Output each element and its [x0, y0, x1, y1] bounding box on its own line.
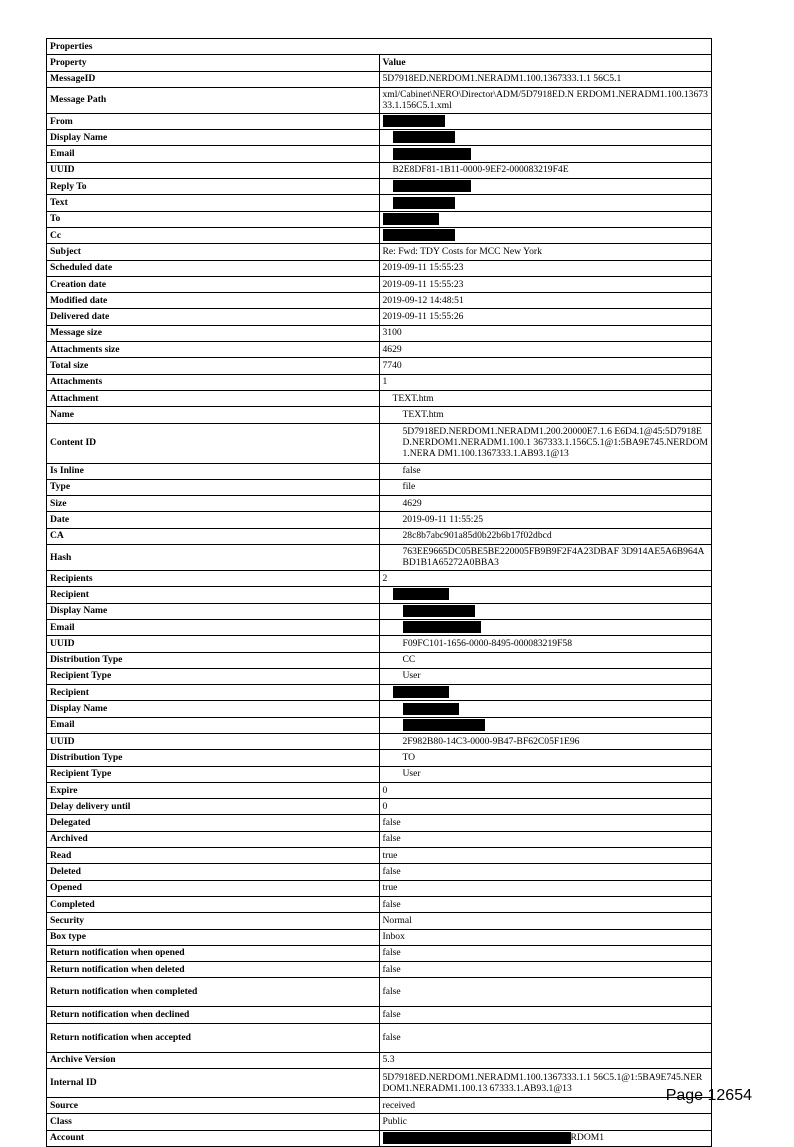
property-value: 0: [379, 782, 712, 798]
property-label: Security: [47, 913, 380, 929]
property-value: 2F982B80-14C3-0000-9B47-BF62C05F1E96: [379, 733, 712, 749]
property-label: Delegated: [47, 815, 380, 831]
property-value: 0: [379, 799, 712, 815]
table-row: [47, 636, 712, 652]
property-label: Cc: [47, 227, 380, 243]
property-label: Email: [47, 619, 380, 635]
property-label: Modified date: [47, 293, 380, 309]
property-value: [379, 587, 712, 603]
property-value: 5D7918ED.NERDOM1.NERADM1.200.20000E7.1.6 E6D4.1@45:5D7918ED.NERDOM1.NERADM1.100.1 367333.1.156C5.1@1:5BA9E745.NERDOM1.NERA DM1.100.1367333.1.AB93.1@13: [379, 423, 712, 463]
property-label: Return notification when declined: [47, 1007, 380, 1023]
property-label: Opened: [47, 880, 380, 896]
property-label: Content ID: [47, 423, 380, 463]
table-row: [47, 293, 712, 309]
property-value: 763EE9665DC05BE5BE220005FB9B9F2F4A23DBAF 3D914AE5A6B964ABD1B1A65272A0BBA3: [379, 545, 712, 571]
property-value: false: [379, 864, 712, 880]
column-header-property: Property: [47, 55, 380, 71]
table-row: [47, 87, 712, 113]
table-row: [47, 479, 712, 495]
property-value: Re: Fwd: TDY Costs for MCC New York: [379, 244, 712, 260]
table-row: [47, 162, 712, 178]
property-value: [379, 179, 712, 195]
property-value: 5D7918ED.NERDOM1.NERADM1.100.1367333.1.1 56C5.1: [379, 71, 712, 87]
property-value: received: [379, 1098, 712, 1114]
property-label: Total size: [47, 358, 380, 374]
property-value: false: [379, 962, 712, 978]
property-value: TEXT.htm: [379, 390, 712, 406]
property-label: UUID: [47, 636, 380, 652]
table-row: [47, 407, 712, 423]
property-value: Public: [379, 1114, 712, 1130]
property-label: Return notification when completed: [47, 978, 380, 1007]
property-label: MessageID: [47, 71, 380, 87]
property-label: Attachment: [47, 390, 380, 406]
property-label: Is Inline: [47, 463, 380, 479]
table-row: [47, 603, 712, 619]
property-label: Email: [47, 717, 380, 733]
property-value: Inbox: [379, 929, 712, 945]
property-value: false: [379, 896, 712, 912]
property-value: 28c8b7abc901a85d0b22b6b17f02dbcd: [379, 528, 712, 544]
property-value: true: [379, 848, 712, 864]
property-label: CA: [47, 528, 380, 544]
table-row: [47, 652, 712, 668]
property-label: Return notification when opened: [47, 945, 380, 961]
table-title-row: [47, 39, 712, 55]
redaction-box: [393, 148, 471, 160]
table-row: [47, 260, 712, 276]
redaction-box: [393, 180, 471, 192]
table-row: [47, 733, 712, 749]
redaction-box: [403, 605, 475, 617]
property-value: 3100: [379, 325, 712, 341]
property-value: [379, 113, 712, 129]
property-value: false: [379, 831, 712, 847]
property-value: false: [379, 978, 712, 1007]
property-label: Email: [47, 146, 380, 162]
table-row: [47, 685, 712, 701]
redaction-box: [393, 197, 455, 209]
property-label: Class: [47, 1114, 380, 1130]
property-value: 4629: [379, 342, 712, 358]
property-value: xml/Cabinet\NERO\Director\ADM/5D7918ED.N ERDOM1.NERADM1.100.1367333.1.156C5.1.xml: [379, 87, 712, 113]
table-row: [47, 179, 712, 195]
property-label: UUID: [47, 733, 380, 749]
table-row: [47, 1130, 712, 1146]
property-label: Size: [47, 496, 380, 512]
table-row: [47, 799, 712, 815]
property-value: [379, 211, 712, 227]
property-label: Delay delivery until: [47, 799, 380, 815]
table-row: [47, 146, 712, 162]
table-row: [47, 71, 712, 87]
property-label: Recipients: [47, 571, 380, 587]
property-value: B2E8DF81-1B11-0000-9EF2-000083219F4E: [379, 162, 712, 178]
property-label: Type: [47, 479, 380, 495]
property-label: Text: [47, 195, 380, 211]
property-value: 5D7918ED.NERDOM1.NERADM1.100.1367333.1.1 56C5.1@1:5BA9E745.NERDOM1.NERADM1.100.13 67333.1.AB93.1@13: [379, 1069, 712, 1098]
redaction-box: [393, 588, 449, 600]
property-value: 2019-09-11 15:55:26: [379, 309, 712, 325]
table-header-row: [47, 55, 712, 71]
table-row: [47, 390, 712, 406]
table-row: [47, 1114, 712, 1130]
table-row: [47, 309, 712, 325]
table-row: [47, 1052, 712, 1068]
redaction-box: [383, 229, 455, 241]
table-row: [47, 545, 712, 571]
property-value: false: [379, 815, 712, 831]
property-value: [379, 195, 712, 211]
property-label: Display Name: [47, 603, 380, 619]
table-row: [47, 619, 712, 635]
property-label: Date: [47, 512, 380, 528]
table-row: [47, 1069, 712, 1098]
property-label: Message size: [47, 325, 380, 341]
property-label: Account: [47, 1130, 380, 1146]
property-value: false: [379, 463, 712, 479]
table-row: [47, 896, 712, 912]
table-row: [47, 325, 712, 341]
property-label: Attachments: [47, 374, 380, 390]
redaction-box: [403, 621, 481, 633]
table-row: [47, 782, 712, 798]
table-row: [47, 978, 712, 1007]
column-header-value: Value: [379, 55, 712, 71]
property-label: Archived: [47, 831, 380, 847]
property-value: [379, 603, 712, 619]
property-value: 1: [379, 374, 712, 390]
property-label: Return notification when accepted: [47, 1023, 380, 1052]
table-row: [47, 195, 712, 211]
property-value: [379, 146, 712, 162]
property-value: [379, 619, 712, 635]
property-value: 2: [379, 571, 712, 587]
property-label: Distribution Type: [47, 652, 380, 668]
property-label: Internal ID: [47, 1069, 380, 1098]
property-label: Attachments size: [47, 342, 380, 358]
property-label: Source: [47, 1098, 380, 1114]
table-title: Properties: [47, 39, 712, 55]
property-value: CC: [379, 652, 712, 668]
table-row: [47, 1098, 712, 1114]
property-value: F09FC101-1656-0000-8495-000083219F58: [379, 636, 712, 652]
property-label: Recipient Type: [47, 668, 380, 684]
redaction-box: [383, 1132, 571, 1144]
table-row: [47, 342, 712, 358]
table-row: [47, 880, 712, 896]
property-value: 2019-09-11 11:55:25: [379, 512, 712, 528]
table-row: [47, 864, 712, 880]
property-label: Distribution Type: [47, 750, 380, 766]
property-label: Read: [47, 848, 380, 864]
table-row: [47, 848, 712, 864]
table-row: [47, 358, 712, 374]
property-value: User: [379, 668, 712, 684]
table-row: [47, 374, 712, 390]
table-row: [47, 463, 712, 479]
properties-table: [46, 38, 712, 1147]
table-row: [47, 913, 712, 929]
page-number: Page 12654: [665, 1087, 752, 1104]
property-value: [379, 227, 712, 243]
table-row: [47, 668, 712, 684]
property-value: 4629: [379, 496, 712, 512]
property-value: [379, 717, 712, 733]
property-label: Name: [47, 407, 380, 423]
property-label: Subject: [47, 244, 380, 260]
property-label: Recipient: [47, 685, 380, 701]
property-value: Normal: [379, 913, 712, 929]
property-label: Expire: [47, 782, 380, 798]
redaction-box: [383, 213, 439, 225]
table-row: [47, 571, 712, 587]
property-label: Box type: [47, 929, 380, 945]
value-text: RDOM1: [570, 1131, 605, 1143]
table-row: [47, 496, 712, 512]
table-row: [47, 113, 712, 129]
table-row: [47, 717, 712, 733]
table-row: [47, 244, 712, 260]
property-value: true: [379, 880, 712, 896]
redaction-box: [393, 686, 449, 698]
table-row: [47, 423, 712, 463]
redaction-box: [403, 703, 459, 715]
property-label: Recipient Type: [47, 766, 380, 782]
property-value: User: [379, 766, 712, 782]
property-label: Display Name: [47, 130, 380, 146]
property-value: file: [379, 479, 712, 495]
property-label: Return notification when deleted: [47, 962, 380, 978]
table-row: [47, 750, 712, 766]
table-row: [47, 962, 712, 978]
redaction-box: [393, 131, 455, 143]
property-label: UUID: [47, 162, 380, 178]
table-row: [47, 276, 712, 292]
property-label: Archive Version: [47, 1052, 380, 1068]
table-row: [47, 929, 712, 945]
property-label: Scheduled date: [47, 260, 380, 276]
table-row: [47, 766, 712, 782]
table-row: [47, 815, 712, 831]
table-row: [47, 227, 712, 243]
property-label: Hash: [47, 545, 380, 571]
property-label: Completed: [47, 896, 380, 912]
property-value: false: [379, 945, 712, 961]
property-label: To: [47, 211, 380, 227]
redaction-box: [383, 115, 445, 127]
property-value: 7740: [379, 358, 712, 374]
table-row: [47, 211, 712, 227]
property-label: Creation date: [47, 276, 380, 292]
table-row: [47, 587, 712, 603]
property-value: 2019-09-12 14:48:51: [379, 293, 712, 309]
property-label: Display Name: [47, 701, 380, 717]
property-label: Delivered date: [47, 309, 380, 325]
table-row: [47, 512, 712, 528]
table-row: [47, 945, 712, 961]
property-value: [379, 130, 712, 146]
property-label: Recipient: [47, 587, 380, 603]
table-row: [47, 1007, 712, 1023]
property-value: TO: [379, 750, 712, 766]
property-value: [379, 685, 712, 701]
property-value: [379, 1130, 712, 1146]
property-value: TEXT.htm: [379, 407, 712, 423]
table-row: [47, 130, 712, 146]
property-label: Message Path: [47, 87, 380, 113]
table-row: [47, 528, 712, 544]
property-value: 5.3: [379, 1052, 712, 1068]
table-row: [47, 1023, 712, 1052]
property-value: [379, 701, 712, 717]
property-value: 2019-09-11 15:55:23: [379, 276, 712, 292]
table-row: [47, 701, 712, 717]
property-label: Deleted: [47, 864, 380, 880]
redaction-box: [403, 719, 485, 731]
property-value: false: [379, 1023, 712, 1052]
property-label: Reply To: [47, 179, 380, 195]
table-row: [47, 831, 712, 847]
property-value: false: [379, 1007, 712, 1023]
property-label: From: [47, 113, 380, 129]
property-value: 2019-09-11 15:55:23: [379, 260, 712, 276]
